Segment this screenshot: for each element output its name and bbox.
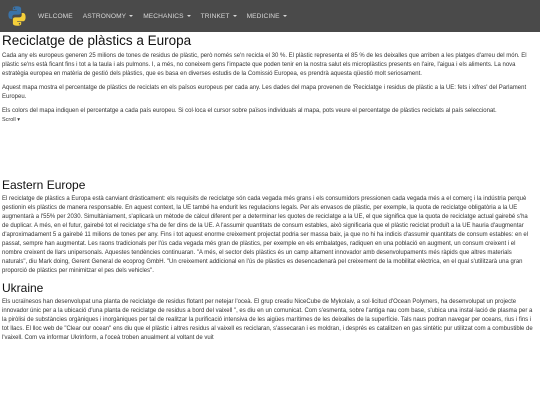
nav-mechanics[interactable] xyxy=(138,13,195,20)
scroll-link[interactable]: Scroll ▾ xyxy=(2,117,21,123)
intro-paragraph-2: Aquest mapa mostra el percentatge de plàstics de reciclats en els països europeus per cada any. Les dades del mapa provenen de 'Reciclatge i residus de plàstic a la UE: fets i xifres' del Parlament Europeu. xyxy=(2,85,527,100)
top-navbar xyxy=(0,0,540,32)
nav-trinket-label: TRINKET xyxy=(200,12,230,20)
nav-mechanics-label: MECHANICS xyxy=(143,12,184,20)
nav-welcome-label: WELCOME xyxy=(38,12,73,20)
nav-welcome[interactable] xyxy=(33,13,78,20)
python-logo-icon[interactable] xyxy=(4,3,30,29)
intro-paragraph-1: Cada any els europeus generen 25 milions de tones de residus de plàstic, però només se'n recicla el 30 %. El plàstic representa el 85 % de les deixalles que arriben a les platges d'arreu del món. El plàstic se'ns està ficant fins i tot a la taula i als pulmons. I, a més, no coneixem gens l'impacte que poden tenir en la nostra salut els microplàstics presents en l'aire, l'aigua i els aliments. La nova estratègia europea en matèria de gestió dels plàstics, que es basa en diverses estudis de la Comissió Europea, es prendrà aquesta qüestió molt seriosament. xyxy=(2,53,527,77)
caret-down-icon xyxy=(187,15,191,17)
intro-paragraph-3: Els colors del mapa indiquen el percentatge a cada país europeu. Si col·loca el cursor sobre països individuals al mapa, pots veure el percentatge de plàstics reciclats al país seleccionat. xyxy=(2,108,497,114)
page-title: Reciclatge de plàstics a Europa xyxy=(2,33,192,48)
nav-medicine-label: MEDICINE xyxy=(246,12,280,20)
caret-down-icon xyxy=(233,15,237,17)
nav-astronomy[interactable] xyxy=(78,13,138,20)
eastern-europe-paragraph: El reciclatge de plàstics a Europa està canviant dràsticament: els requisits de reciclatge són cada vegada més grans i els consumidors pressionen cada vegada més a el comerç i la indústria perquè gestionin els plàstics de manera responsable. En aquest context, la UE també ha endurit les regulacions legals. Per als envasos de plàstic, per exemple, la quota de reciclatge obligatòria a la UE augmentarà a l'55% per 2030. Simultàniament, s'aplicarà un mètode de càlcul diferent per a determinar les quotes de reciclatge a la UE, el que significa que la quota de reciclatge actual gairebé s'ha de duplicar. A més, en el futur, gairebé tot el reciclatge s'ha de fer dins de la UE. A l'assumir quantitats de consum estables, això significaria que el plàstic reciclat produït a la UE hauria d'augmentar d'aproximadament 5 a gairebé 11 milions de tones per any. Fins i tot aquest enorme creixement projectat podria ser massa baix, ja que no hi ha indicis d'assumir quantitats de consum estables: en el passat, sempre han augmentat. Les raons tradicionals per l'ús cada vegada més gran de plàstics, per exemple en els embalatges, radiquen en una població en augment, un consum creixent i el nombre creixent de llars unipersonals. Aquestes tendències continuaran. "A més, el sector dels plàstics és un camp altament innovador amb desenvolupaments més ràpids que altres materials naturals", diu Mark doing, Gerent General de ecoprog GmbH. "Un creixement addicional en l'ús de plàstics es desencadenarà pel creixement de la mobilitat elèctrica, en el qual s'utilitzarà una gran proporció de plàstics per minimitzar el pes dels vehicles". xyxy=(2,196,529,274)
section-heading-ukraine: Ukraine xyxy=(2,281,44,295)
caret-down-icon xyxy=(129,15,133,17)
caret-down-icon xyxy=(283,15,287,17)
section-heading-eastern-europe: Eastern Europe xyxy=(2,178,86,192)
nav-medicine[interactable] xyxy=(242,13,292,20)
nav-trinket[interactable] xyxy=(196,13,242,20)
main-content xyxy=(2,33,536,343)
map-placeholder xyxy=(2,124,536,178)
ukraine-paragraph: Els ucraïnesos han desenvolupat una planta de reciclatge de residus flotant per netejar l'oceà. El grup creatiu NiceCube de Mykolaiv, a sol·licitud d'Ocean Polymers, ha desenvolupat un projecte innovador únic per a la ubicació d'una planta de reciclatge de residus a bord del vaixell ", es diu en un comunicat. Com s'esmenta, sobre l'antiga nau com base, s'ubica una instal·lació de plasma per a la piròlisi de substàncies orgàniques i inorgàniques per tal de realitzar la purificació intensiva de les aigües marítimes de les deixalles de la superfície. Tals naus podran navegar per oceans, rius i fins i tot llacs. El lloc web de "Clear our ocean" ens diu que el plàstic i altres residus al vaixell es reciclaran, s'assecaran i es moldran, i després es catalitzen en gas sintètic pur utilitzat com a combustible de l'vaixell. Com va informar Ukrinform, a l'oceà troben anualment al voltant de vuit xyxy=(2,299,533,341)
nav-astronomy-label: ASTRONOMY xyxy=(82,12,127,20)
